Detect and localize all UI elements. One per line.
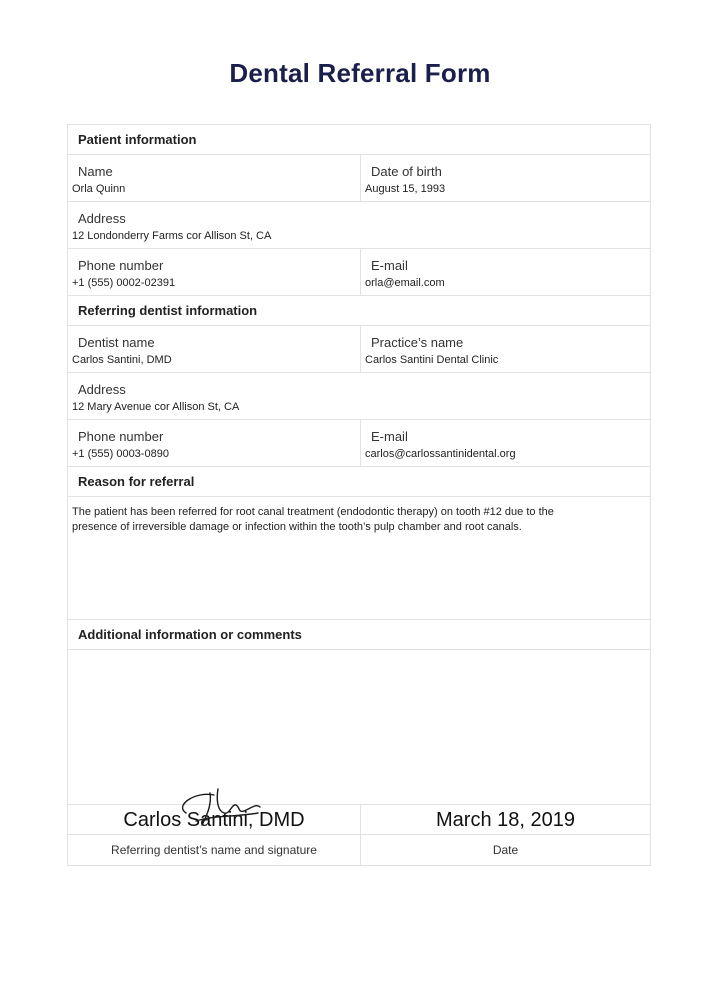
section-header-comments: Additional information or comments [68, 620, 650, 650]
date-value: March 18, 2019 [436, 809, 575, 831]
patient-name-field[interactable] [68, 155, 360, 201]
dentist-contact-row [68, 420, 650, 467]
patient-email-value: orla@email.com [365, 277, 445, 289]
patient-address-field[interactable] [68, 202, 650, 248]
reason-text-line-1: The patient has been referred for root canal treatment (endodontic therapy) on tooth #12 due to the [72, 506, 554, 518]
patient-dob-label: Date of birth [371, 164, 442, 179]
patient-name-dob-row [68, 155, 650, 202]
dentist-address-field[interactable] [68, 373, 650, 419]
patient-phone-field[interactable] [68, 249, 360, 295]
dentist-email-value: carlos@carlossantinidental.org [365, 448, 516, 460]
signature-caption: Referring dentist’s name and signature [111, 843, 317, 857]
dentist-name-practice-row [68, 326, 650, 373]
dentist-phone-value: +1 (555) 0003-0890 [72, 448, 169, 460]
section-header-reason: Reason for referral [68, 467, 650, 497]
dentist-phone-label: Phone number [78, 429, 164, 444]
patient-dob-field[interactable] [360, 155, 650, 201]
practice-name-value: Carlos Santini Dental Clinic [365, 354, 499, 366]
dentist-address-label: Address [78, 382, 126, 397]
dentist-address-row [68, 373, 650, 420]
signature-caption-row [68, 835, 650, 865]
date-field[interactable] [360, 805, 650, 834]
signature-field[interactable] [68, 805, 360, 834]
signature-name: Carlos Santini, DMD [123, 809, 305, 831]
patient-email-label: E-mail [371, 258, 408, 273]
patient-contact-row [68, 249, 650, 296]
patient-dob-value: August 15, 1993 [365, 183, 446, 195]
dentist-email-field[interactable] [360, 420, 650, 466]
patient-name-value: Orla Quinn [72, 183, 126, 195]
patient-address-label: Address [78, 211, 126, 226]
dentist-name-field[interactable] [68, 326, 360, 372]
dentist-name-value: Carlos Santini, DMD [72, 354, 172, 366]
section-header-dentist: Referring dentist information [68, 296, 650, 326]
practice-name-label: Practice’s name [371, 335, 464, 350]
practice-name-field[interactable] [360, 326, 650, 372]
reason-text-line-2: presence of irreversible damage or infection within the tooth’s pulp chamber and root canals. [72, 521, 522, 533]
comments-row [68, 650, 650, 805]
patient-address-value: 12 Londonderry Farms cor Allison St, CA [72, 230, 272, 242]
dentist-name-label: Dentist name [78, 335, 155, 350]
patient-name-label: Name [78, 164, 113, 179]
section-header-patient: Patient information [68, 125, 650, 155]
form-title: Dental Referral Form [229, 58, 491, 88]
patient-address-row [68, 202, 650, 249]
patient-phone-label: Phone number [78, 258, 164, 273]
date-caption: Date [360, 835, 650, 865]
dentist-email-label: E-mail [371, 429, 408, 444]
reason-text-area[interactable] [68, 497, 558, 619]
referral-form [67, 124, 651, 866]
dentist-address-value: 12 Mary Avenue cor Allison St, CA [72, 401, 240, 413]
signature-row [68, 805, 650, 835]
patient-email-field[interactable] [360, 249, 650, 295]
patient-phone-value: +1 (555) 0002-02391 [72, 277, 176, 289]
reason-row [68, 497, 650, 620]
dentist-phone-field[interactable] [68, 420, 360, 466]
